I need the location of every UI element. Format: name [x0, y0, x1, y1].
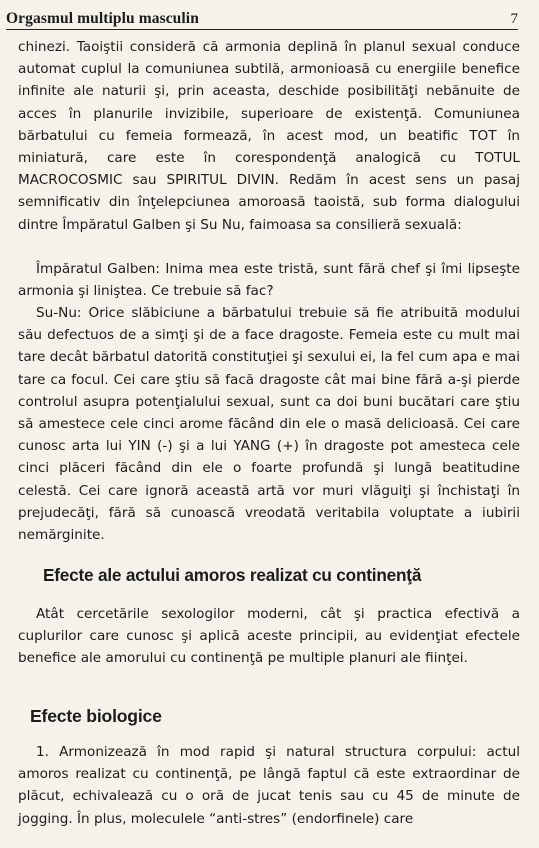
paragraph-su-nu: Su-Nu: Orice slăbiciune a bărbatului trebuie să fie atribuită modului său defectuos de a simţi şi de a face dragoste. Femeia este cu mult mai tare decât bărbatul datorită constituţiei şi sexului ei, la fel cum apa e mai tare ca focul. Cei care ştiu să facă dragoste cât mai bine fără a-şi pierde controlul asupra potenţialului sexual, sunt ca doi buni bucătari care ştiu să amestece cele cinci arome făcând din ele o masă delicioasă. Cei care cunosc arta lui YIN (-) şi a lui YANG (+) în dragoste pot amesteca cele cinci plăceri făcând din ele o foarte profundă şi lungă beatitudine celestă. Cei care ignoră această artă vor muri vlăguiţi şi închistaţi în prejudecăţi, fără să cunoască vreodată veritabila voluptate a iubirii nemărginite. [18, 305, 520, 544]
paragraph-yellow-emperor: Împăratul Galben: Inima mea este tristă, sunt fără chef şi îmi lipseşte armonia şi liniştea. Ce trebuie să fac? [18, 261, 520, 300]
paragraph-biological-effect-1: 1. Armonizează în mod rapid şi natural structura corpului: actul amoros realizat cu continenţă, pe lângă faptul că este extraordinar de plăcut, echivalează cu o oră de jucat tenis sau cu 45 de minute de jogging. În plus, moleculele “anti-stres” (endorfinele) care [18, 744, 520, 827]
paragraph-effects-intro: Atât cercetările sexologilor moderni, cât şi practica efectivă a cuplurilor care cunosc şi aplică aceste principii, au evidenţiat efectele benefice ale amorului cu continenţă pe multiple planuri ale fiinţei. [18, 606, 520, 667]
page-number: 7 [510, 11, 518, 27]
running-head [6, 10, 518, 30]
paragraph-taoist-harmony: chinezi. Taoiştii consideră că armonia deplină în planul sexual conduce automat cuplul la comuniunea subtilă, armonioasă cu energiile benefice infinite ale naturii şi, prin aceasta, deschide posibilităţi nebănuite de acces în planurile invizibile, superioare de existenţă. Comuniunea bărbatului cu femeia formează, în acest mod, un beatific TOT în miniatură, care este în corespondenţă analogică cu TOTUL MACROCOSMIC sau SPIRITUL DIVIN. Redăm în acest sens un pasaj semnificativ din înţelepciunea amoroasă taoistă, sub forma dialogului dintre Împăratul Galben şi Su Nu, faimoasa sa consilieră sexuală: [18, 39, 520, 233]
section-heading: Efecte ale actului amoros realizat cu continenţă [43, 565, 422, 585]
running-title: Orgasmul multiplu masculin [6, 10, 199, 27]
subsection-heading: Efecte biologice [30, 706, 162, 726]
